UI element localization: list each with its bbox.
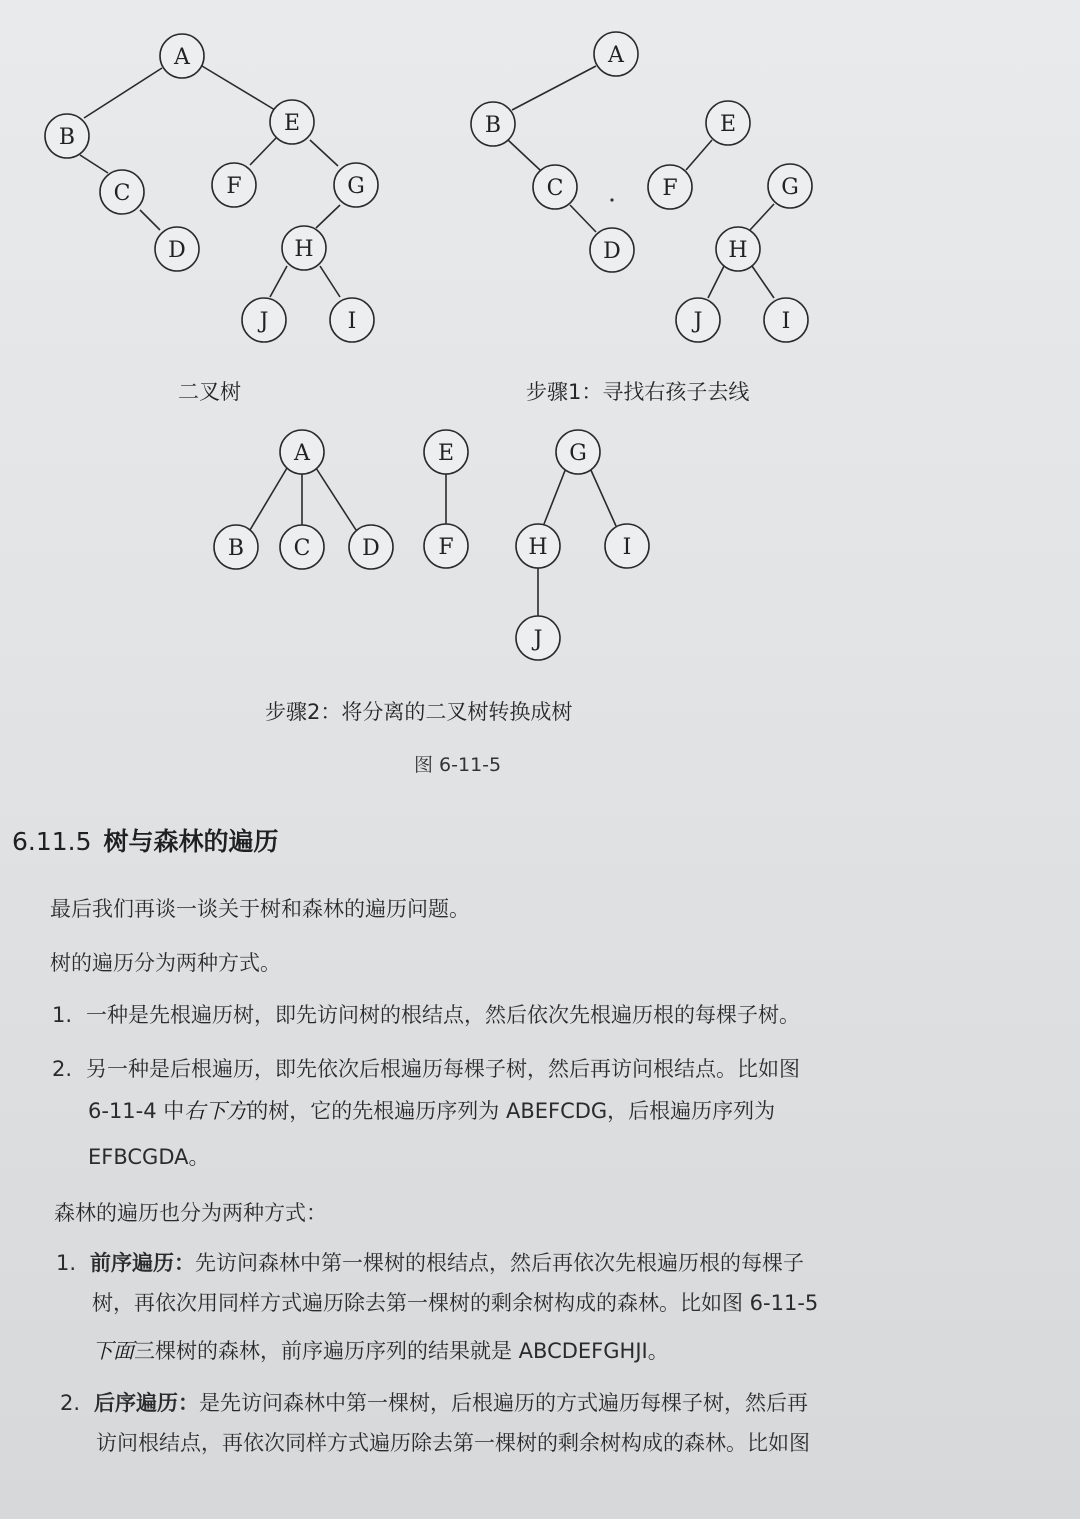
list-text: 的树，它的先根遍历序列为 ABEFCDG，后根遍历序列为: [247, 1099, 776, 1123]
figure-number: 图 6-11-5: [414, 754, 502, 776]
svg-text:J: J: [533, 627, 543, 652]
forest-item-1-line1: [56, 1250, 804, 1277]
svg-text:I: I: [622, 535, 632, 560]
step1-node-i: [764, 298, 808, 342]
step2-node-f: [424, 524, 468, 568]
list-number: 1.: [56, 1251, 77, 1275]
svg-text:I: I: [347, 309, 357, 334]
tree-node-e: [270, 100, 314, 144]
svg-text:A: A: [608, 43, 624, 68]
svg-text:E: E: [437, 441, 455, 466]
step2-node-a: [280, 430, 324, 474]
paragraph-forest-ways: 森林的遍历也分为两种方式：: [54, 1201, 327, 1225]
svg-text:A: A: [174, 45, 190, 70]
list-number: 2.: [52, 1057, 73, 1081]
svg-text:G: G: [569, 441, 587, 466]
list-text: 三棵树的森林，前序遍历序列的结果就是 ABCDEFGHJI。: [134, 1339, 669, 1363]
step1-node-c: [533, 165, 577, 209]
section-title: 树与森林的遍历: [103, 827, 279, 856]
list-text: 先访问森林中第一棵树的根结点，然后再依次先根遍历根的每棵子: [195, 1251, 804, 1275]
list-text: 是先访问森林中第一棵树，后根遍历的方式遍历每棵子树，然后再: [199, 1391, 808, 1415]
paragraph-intro: 最后我们再谈一谈关于树和森林的遍历问题。: [50, 897, 470, 921]
tree-node-a: [160, 34, 204, 78]
tree-item-2-line2: [88, 1098, 775, 1125]
forest-item-2-line1: [60, 1390, 808, 1417]
section-heading: [12, 822, 279, 858]
list-number: 2.: [60, 1391, 81, 1415]
svg-text:D: D: [362, 536, 380, 561]
tree-node-d: [155, 227, 199, 271]
section-number: 6.11.5: [12, 827, 92, 856]
svg-text:C: C: [293, 536, 311, 561]
svg-text:I: I: [781, 309, 791, 334]
step1-node-j: [676, 298, 720, 342]
paragraph-tree-ways: 树的遍历分为两种方式。: [50, 951, 281, 975]
step2-node-j: [516, 616, 560, 660]
step2-node-b: [214, 525, 258, 569]
step1-node-h: [716, 227, 760, 271]
step2-node-d: [349, 525, 393, 569]
svg-text:D: D: [168, 238, 186, 263]
svg-text:E: E: [283, 111, 301, 136]
handwritten-note: 下面: [92, 1339, 134, 1363]
svg-text:D: D: [603, 239, 621, 264]
step2-diagram: [214, 430, 649, 660]
step1-node-e: [706, 101, 750, 145]
step2-node-c: [280, 525, 324, 569]
handwritten-note: 右下方: [184, 1099, 248, 1123]
svg-text:J: J: [259, 309, 269, 334]
tree-node-c: [100, 170, 144, 214]
svg-text:G: G: [347, 174, 365, 199]
svg-text:A: A: [294, 441, 310, 466]
svg-text:G: G: [781, 175, 799, 200]
step1-node-a: [594, 32, 638, 76]
caption-step2: 步骤2：将分离的二叉树转换成树: [265, 700, 573, 724]
tree-node-f: [212, 163, 256, 207]
step2-node-h: [516, 524, 560, 568]
forest-item-2-line2: 访问根结点，再依次同样方式遍历除去第一棵树的剩余树构成的森林。比如图: [96, 1431, 810, 1455]
svg-text:C: C: [546, 176, 564, 201]
svg-text:B: B: [227, 536, 245, 561]
svg-text:J: J: [693, 309, 703, 334]
tree-node-b: [45, 114, 89, 158]
tree-node-j: [242, 298, 286, 342]
svg-text:F: F: [438, 535, 454, 560]
term-preorder: 前序遍历：: [90, 1251, 195, 1275]
step1-diagram: [471, 32, 812, 342]
list-text: 另一种是后根遍历，即先依次后根遍历每棵子树，然后再访问根结点。比如图: [86, 1057, 800, 1081]
step2-node-i: [605, 524, 649, 568]
svg-text:C: C: [113, 181, 131, 206]
step2-node-g: [556, 430, 600, 474]
svg-text:H: H: [294, 237, 314, 262]
stray-dot: [610, 198, 613, 201]
term-postorder: 后序遍历：: [94, 1391, 199, 1415]
svg-text:F: F: [662, 176, 678, 201]
forest-item-1-line3: [92, 1338, 669, 1365]
step1-node-d: [590, 228, 634, 272]
list-text: 一种是先根遍历树，即先访问树的根结点，然后依次先根遍历根的每棵子树。: [86, 1003, 800, 1027]
svg-text:H: H: [528, 535, 548, 560]
svg-text:B: B: [58, 125, 76, 150]
step2-node-e: [424, 430, 468, 474]
svg-text:H: H: [728, 238, 748, 263]
step1-node-b: [471, 102, 515, 146]
svg-text:F: F: [226, 174, 242, 199]
step1-node-g: [768, 164, 812, 208]
caption-binary-tree: 二叉树: [178, 380, 241, 404]
caption-step1: 步骤1：寻找右孩子去线: [526, 380, 750, 404]
step1-node-f: [648, 165, 692, 209]
list-number: 1.: [52, 1003, 73, 1027]
tree-node-i: [330, 298, 374, 342]
tree-node-h: [282, 226, 326, 270]
list-text: 6-11-4 中: [88, 1099, 185, 1123]
tree-item-2-line1: [52, 1056, 800, 1083]
forest-item-1-line2: 树，再依次用同样方式遍历除去第一棵树的剩余树构成的森林。比如图 6-11-5: [92, 1291, 819, 1315]
svg-text:B: B: [484, 113, 502, 138]
binary-tree-diagram: [45, 34, 378, 342]
tree-item-1: [52, 1002, 800, 1029]
tree-node-g: [334, 163, 378, 207]
tree-item-2-line3: EFBCGDA。: [88, 1145, 210, 1169]
svg-text:E: E: [719, 112, 737, 137]
